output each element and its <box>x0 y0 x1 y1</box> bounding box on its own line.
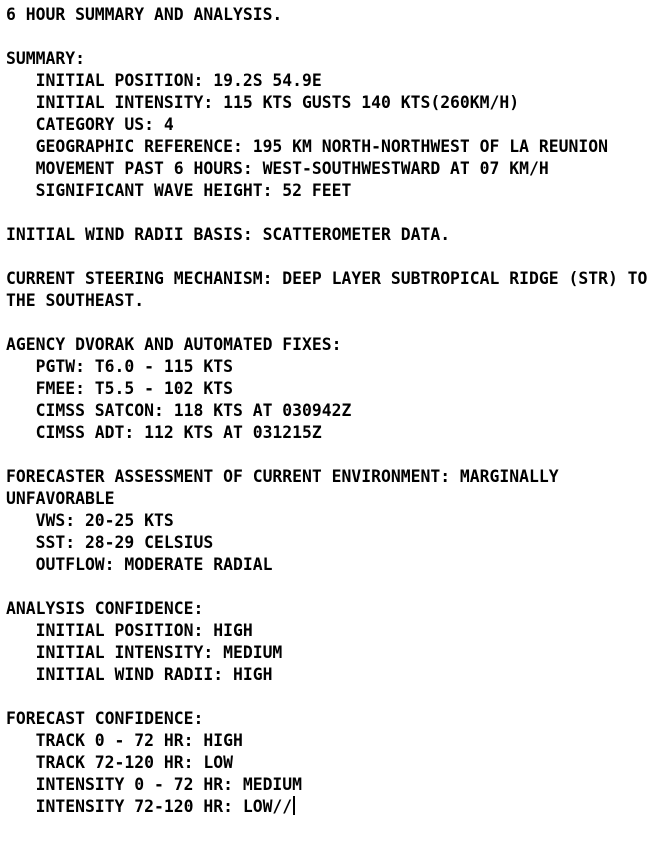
text-line: FORECASTER ASSESSMENT OF CURRENT ENVIRONMENT: MARGINALLY <box>6 467 559 486</box>
text-line: OUTFLOW: MODERATE RADIAL <box>6 555 273 574</box>
text-line: MOVEMENT PAST 6 HOURS: WEST-SOUTHWESTWARD AT 07 KM/H <box>6 159 549 178</box>
text-line: TRACK 72-120 HR: LOW <box>6 753 233 772</box>
text-line: CURRENT STEERING MECHANISM: DEEP LAYER SUBTROPICAL RIDGE (STR) TO <box>6 269 648 288</box>
text-line: SST: 28-29 CELSIUS <box>6 533 214 552</box>
text-line: THE SOUTHEAST. <box>6 291 145 310</box>
text-line: SIGNIFICANT WAVE HEIGHT: 52 FEET <box>6 181 352 200</box>
text-line: INITIAL POSITION: 19.2S 54.9E <box>6 71 322 90</box>
text-line: TRACK 0 - 72 HR: HIGH <box>6 731 243 750</box>
text-line <box>6 576 663 598</box>
text-line <box>6 202 663 224</box>
text-caret <box>293 796 295 815</box>
text-line: PGTW: T6.0 - 115 KTS <box>6 357 233 376</box>
text-line: VWS: 20-25 KTS <box>6 511 174 530</box>
text-line: INITIAL WIND RADII BASIS: SCATTEROMETER DATA. <box>6 225 451 244</box>
text-line: AGENCY DVORAK AND AUTOMATED FIXES: <box>6 335 342 354</box>
text-line: CATEGORY US: 4 <box>6 115 174 134</box>
text-line: UNFAVORABLE <box>6 489 115 508</box>
text-line <box>6 686 663 708</box>
text-line: INITIAL INTENSITY: 115 KTS GUSTS 140 KTS(260KM/H) <box>6 93 520 112</box>
text-line <box>6 444 663 466</box>
text-line: INITIAL INTENSITY: MEDIUM <box>6 643 283 662</box>
text-line <box>6 26 663 48</box>
text-line: FMEE: T5.5 - 102 KTS <box>6 379 233 398</box>
text-line: INTENSITY 72-120 HR: LOW// <box>6 796 663 818</box>
text-line: CIMSS ADT: 112 KTS AT 031215Z <box>6 423 322 442</box>
text-line <box>6 246 663 268</box>
text-line <box>6 312 663 334</box>
text-line: CIMSS SATCON: 118 KTS AT 030942Z <box>6 401 352 420</box>
text-line: INITIAL POSITION: HIGH <box>6 621 253 640</box>
text-line: FORECAST CONFIDENCE: <box>6 709 204 728</box>
text-line: GEOGRAPHIC REFERENCE: 195 KM NORTH-NORTHWEST OF LA REUNION <box>6 137 608 156</box>
text-line: 6 HOUR SUMMARY AND ANALYSIS. <box>6 5 283 24</box>
text-line: SUMMARY: <box>6 49 85 68</box>
text-line: ANALYSIS CONFIDENCE: <box>6 599 204 618</box>
text-line: INITIAL WIND RADII: HIGH <box>6 665 273 684</box>
text-line: INTENSITY 0 - 72 HR: MEDIUM <box>6 775 303 794</box>
